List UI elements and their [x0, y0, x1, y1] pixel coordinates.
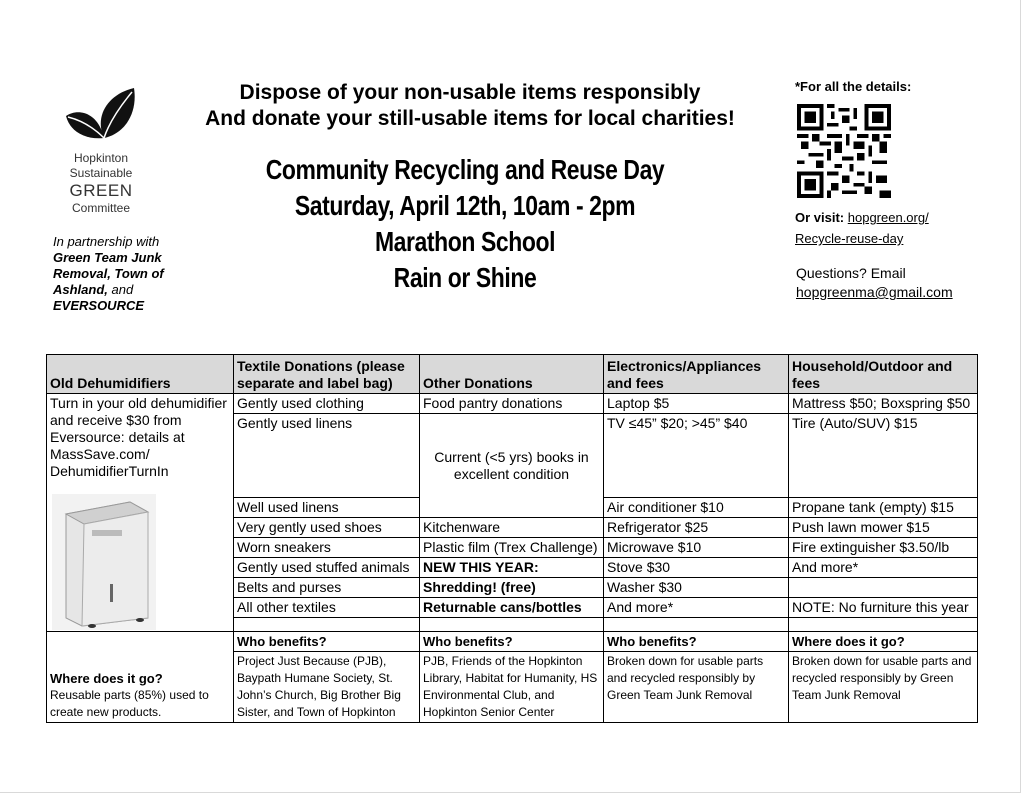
dehumidifier-where-text: Reusable parts (85%) used to create new products.	[50, 688, 209, 719]
partner-names: Green Team Junk Removal, Town of Ashland,	[53, 250, 164, 297]
event-location: Marathon School	[374, 226, 556, 257]
household-item: Fire extinguisher $3.50/lb	[789, 538, 978, 558]
other-item: Kitchenware	[420, 518, 604, 538]
textile-item: Well used linens	[234, 498, 420, 518]
electronics-item: Refrigerator $25	[604, 518, 789, 538]
org-name-line: Hopkinton	[73, 151, 129, 165]
table-header-row	[47, 355, 978, 394]
table-row	[47, 632, 978, 652]
questions-info	[796, 264, 953, 302]
empty-cell	[789, 618, 978, 632]
electronics-item: Microwave $10	[604, 538, 789, 558]
table-header: Textile Donations (please separate and label bag)	[234, 355, 420, 394]
electronics-item: And more*	[604, 598, 789, 618]
household-item: Push lawn mower $15	[789, 518, 978, 538]
empty-cell	[604, 618, 789, 632]
textile-item: Very gently used shoes	[234, 518, 420, 538]
other-item: NEW THIS YEAR:	[420, 558, 604, 578]
benefit-header: Where does it go?	[789, 632, 978, 652]
household-item: Propane tank (empty) $15	[789, 498, 978, 518]
dehumidifier-where-cell	[47, 632, 234, 723]
visit-link-cont[interactable]: Recycle-reuse-day	[795, 231, 904, 246]
textile-item: All other textiles	[234, 598, 420, 618]
partner-last: EVERSOURCE	[53, 298, 145, 313]
headline-line-1: Dispose of your non-usable items responsibly	[239, 81, 701, 104]
benefit-text: Broken down for usable parts and recycled responsibly by Green Team Junk Removal	[604, 652, 789, 723]
questions-label: Questions? Email	[796, 265, 906, 281]
event-info	[240, 152, 691, 296]
email-link[interactable]: hopgreenma@gmail.com	[796, 284, 953, 300]
electronics-item: Laptop $5	[604, 394, 789, 414]
electronics-item: Washer $30	[604, 578, 789, 598]
textile-item: Belts and purses	[234, 578, 420, 598]
event-weather: Rain or Shine	[393, 262, 537, 293]
electronics-item: TV ≤45” $20; >45” $40	[604, 414, 789, 498]
benefit-header: Who benefits?	[604, 632, 789, 652]
partner-and: and	[111, 282, 134, 297]
visit-info	[795, 207, 929, 249]
table-header: Other Donations	[420, 355, 604, 394]
leaf-logo-icon	[64, 86, 136, 144]
qr-code-icon[interactable]	[796, 104, 892, 198]
textile-item: Gently used clothing	[234, 394, 420, 414]
partnership-note	[53, 234, 193, 314]
household-item: Tire (Auto/SUV) $15	[789, 414, 978, 498]
electronics-item: Stove $30	[604, 558, 789, 578]
household-item	[789, 578, 978, 598]
table-header: Household/Outdoor and fees	[789, 355, 978, 394]
table-header: Electronics/Appliances and fees	[604, 355, 789, 394]
textile-item: Gently used linens	[234, 414, 420, 498]
org-name	[40, 151, 162, 216]
other-item: Shredding! (free)	[420, 578, 604, 598]
donation-table	[46, 354, 978, 723]
dehumidifier-text: Turn in your old dehumidifier and receive $30 from Eversource: details at MassSave.com/ DehumidifierTurnIn	[50, 395, 227, 479]
visit-label: Or visit:	[795, 210, 845, 225]
org-name-line: GREEN	[69, 181, 133, 200]
benefit-header: Who benefits?	[234, 632, 420, 652]
dehumidifier-where-title: Where does it go?	[50, 671, 163, 686]
other-item: Current (<5 yrs) books in excellent condition	[420, 414, 604, 518]
details-label: *For all the details:	[795, 79, 912, 94]
headline-line-2: And donate your still-usable items for local charities!	[205, 107, 735, 130]
other-item: Plastic film (Trex Challenge)	[420, 538, 604, 558]
partner-intro: In partnership with	[53, 234, 160, 249]
benefit-header: Who benefits?	[420, 632, 604, 652]
benefit-text: PJB, Friends of the Hopkinton Library, Habitat for Humanity, HS Environmental Club, and Hopkinton Senior Center	[420, 652, 604, 723]
textile-item: Worn sneakers	[234, 538, 420, 558]
dehumidifier-cell	[47, 394, 234, 632]
empty-cell	[234, 618, 420, 632]
empty-cell	[420, 618, 604, 632]
table-header: Old Dehumidifiers	[47, 355, 234, 394]
benefit-text: Project Just Because (PJB), Baypath Humane Society, St. John’s Church, Big Brother Big Sister, and Town of Hopkinton	[234, 652, 420, 723]
other-item: Food pantry donations	[420, 394, 604, 414]
textile-item: Gently used stuffed animals	[234, 558, 420, 578]
org-name-line: Sustainable	[69, 166, 133, 180]
org-name-line: Committee	[71, 201, 130, 215]
household-item: And more*	[789, 558, 978, 578]
household-item: Mattress $50; Boxspring $50	[789, 394, 978, 414]
other-item: Returnable cans/bottles	[420, 598, 604, 618]
electronics-item: Air conditioner $10	[604, 498, 789, 518]
event-title: Community Recycling and Reuse Day	[265, 154, 665, 185]
visit-link[interactable]: hopgreen.org/	[847, 210, 929, 225]
dehumidifier-image	[52, 494, 156, 630]
household-item: NOTE: No furniture this year	[789, 598, 978, 618]
event-date: Saturday, April 12th, 10am - 2pm	[294, 190, 636, 221]
headline	[160, 80, 780, 132]
benefit-text: Broken down for usable parts and recycled responsibly by Green Team Junk Removal	[789, 652, 978, 723]
table-row	[47, 394, 978, 414]
